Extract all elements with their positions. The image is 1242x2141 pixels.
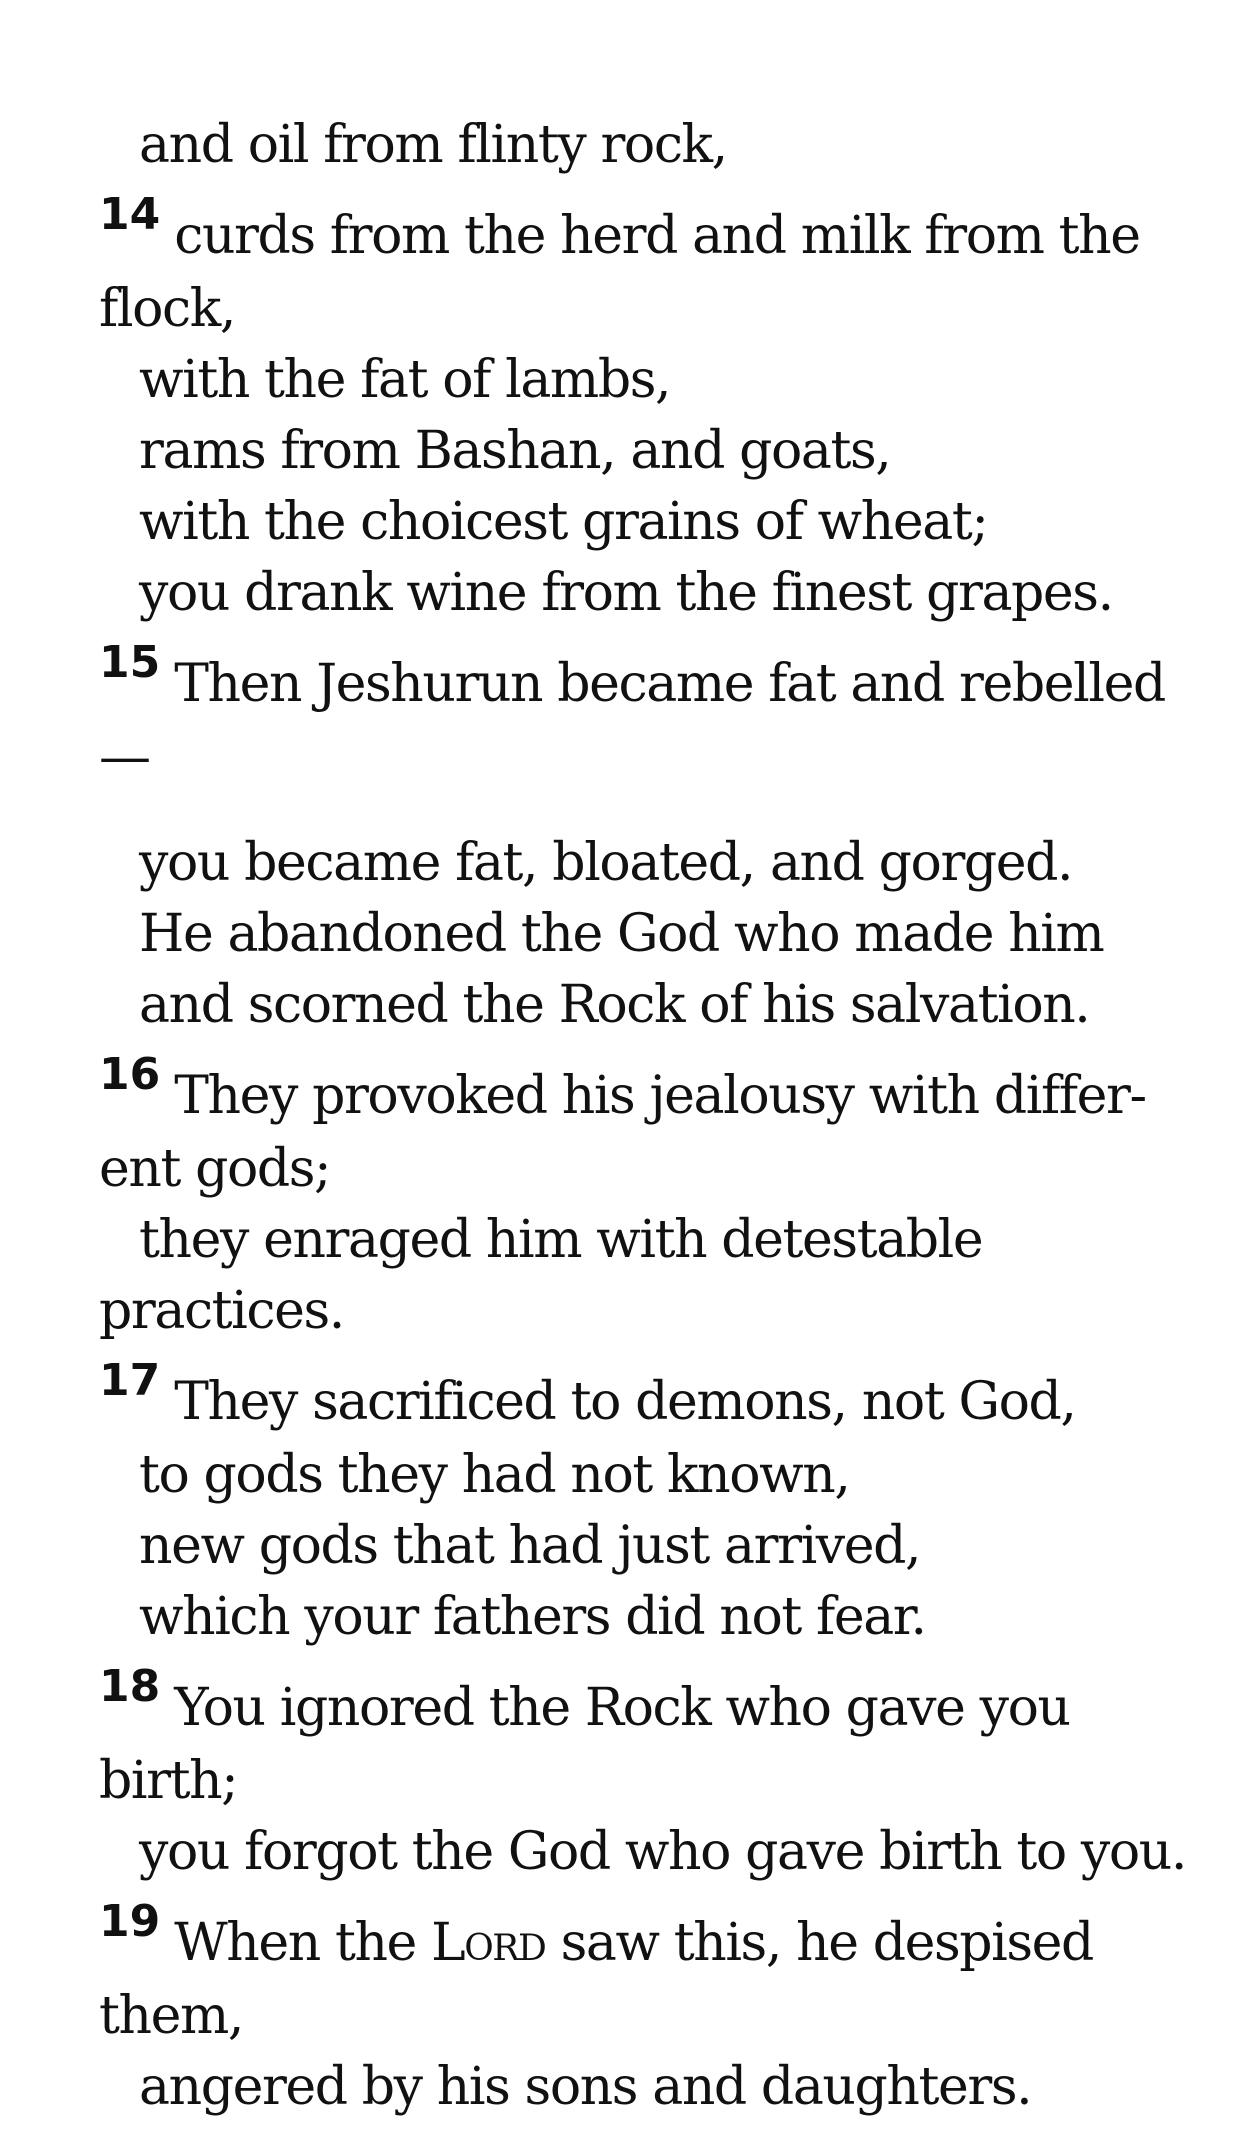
verse-text: Then Jeshurun became fat and rebelled (174, 654, 1165, 714)
verse-number: 14 (99, 189, 161, 240)
verse-14-first-line (99, 189, 1209, 274)
passage-line: rams from Bashan, and goats, (139, 421, 891, 481)
passage-line: with the fat of lambs, (139, 350, 671, 410)
passage-line-wrap: birth; (99, 1751, 238, 1811)
verse-text-before: When the (174, 1913, 432, 1973)
passage-line-wrap: them, (99, 1986, 243, 2046)
passage-line: to gods they had not known, (139, 1445, 850, 1505)
passage-line: and oil from flinty rock, (139, 115, 727, 175)
divine-name: Lord (431, 1913, 546, 1973)
verse-17-first-line (99, 1355, 1209, 1440)
passage-line: and scorned the Rock of his salvation. (139, 975, 1090, 1035)
passage-line: angered by his sons and daughters. (139, 2057, 1032, 2117)
scripture-passage (99, 110, 1209, 2123)
verse-text: They sacrificed to demons, not God, (174, 1372, 1076, 1432)
passage-line: which your fathers did not fear. (139, 1587, 926, 1647)
verse-number: 15 (99, 637, 161, 688)
verse-16-first-line (99, 1049, 1209, 1134)
passage-line-wrap: ent gods; (99, 1139, 331, 1199)
verse-text: curds from the herd and milk from the (174, 206, 1140, 266)
verse-number: 17 (99, 1355, 161, 1406)
verse-18-first-line (99, 1661, 1209, 1746)
passage-line: with the choicest grains of wheat; (139, 492, 988, 552)
passage-line: you forgot the God who gave birth to you. (139, 1822, 1187, 1882)
verse-text: They provoked his jealousy with differ- (174, 1066, 1146, 1126)
passage-line-wrap: — (99, 727, 150, 787)
verse-19-first-line (99, 1896, 1209, 1981)
passage-line: they enraged him with detestable (139, 1210, 983, 1270)
passage-line: new gods that had just arrived, (139, 1516, 921, 1576)
passage-line: you drank wine from the finest grapes. (139, 563, 1113, 623)
verse-text: You ignored the Rock who gave you (174, 1678, 1070, 1738)
passage-line: you became fat, bloated, and gorged. (139, 833, 1073, 893)
passage-line-wrap: practices. (99, 1281, 344, 1341)
verse-number: 16 (99, 1049, 161, 1100)
verse-number: 19 (99, 1896, 161, 1947)
passage-line-wrap: flock, (99, 279, 235, 339)
verse-number: 18 (99, 1661, 161, 1712)
verse-15-first-line (99, 637, 1209, 722)
passage-line: He abandoned the God who made him (139, 904, 1104, 964)
verse-text-after: saw this, he despised (545, 1913, 1093, 1973)
